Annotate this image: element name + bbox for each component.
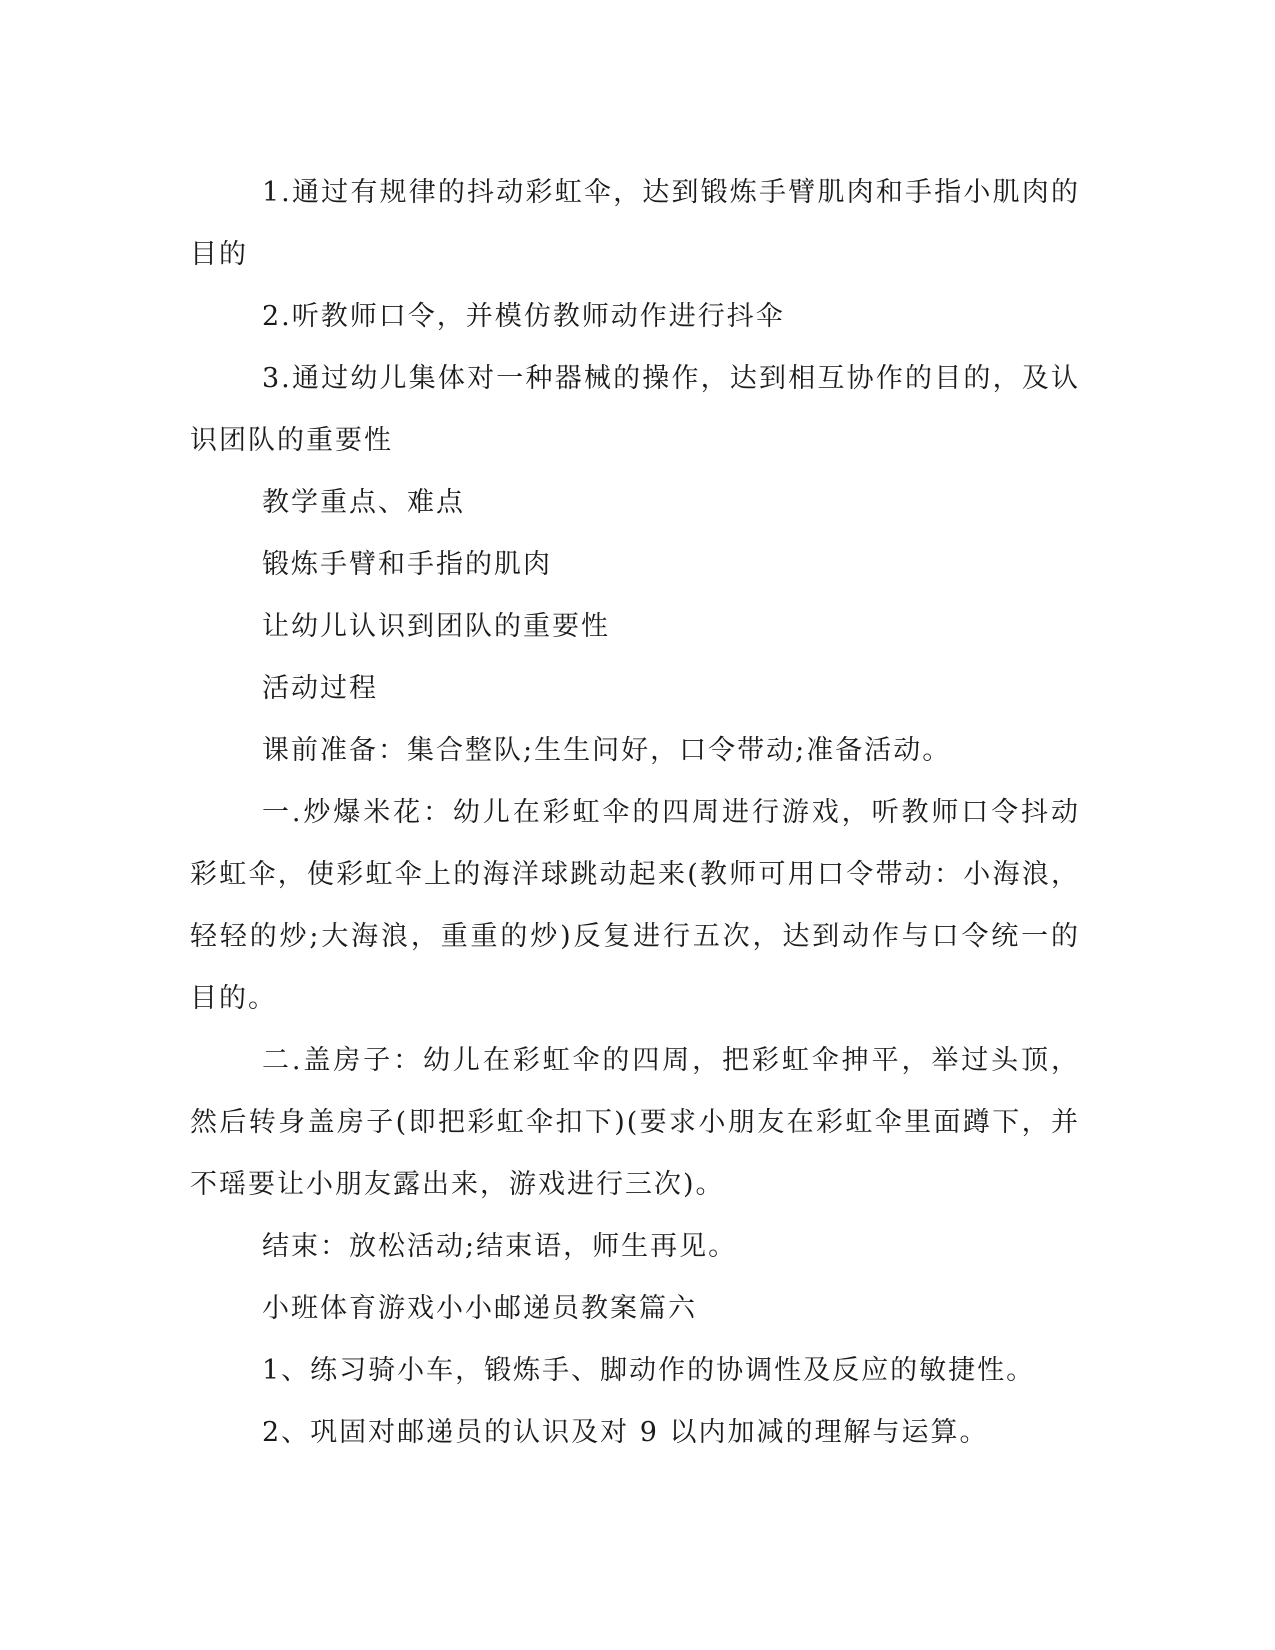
paragraph-step-house: 二.盖房子：幼儿在彩虹伞的四周，把彩虹伞抻平，举过头顶，然后转身盖房子(即把彩虹伞扣下)(要求小朋友在彩虹伞里面蹲下，并不瑶要让小朋友露出来，游戏进行三次)。 xyxy=(190,1045,1080,1200)
heading-lesson-six: 小班体育游戏小小邮递员教案篇六 xyxy=(262,1293,697,1324)
paragraph-objective-3: 3.通过幼儿集体对一种器械的操作，达到相互协作的目的，及认识团队的重要性 xyxy=(190,363,1080,456)
paragraph-preparation: 课前准备：集合整队;生生问好，口令带动;准备活动。 xyxy=(262,735,952,766)
paragraph-objective-2: 2.听教师口令，并模仿教师动作进行抖伞 xyxy=(262,301,785,332)
paragraph-key-point-1: 锻炼手臂和手指的肌肉 xyxy=(262,549,552,580)
paragraph-key-point-2: 让幼儿认识到团队的重要性 xyxy=(262,611,610,642)
paragraph-ending: 结束：放松活动;结束语，师生再见。 xyxy=(262,1231,738,1262)
paragraph-goal-1: 1、练习骑小车，锻炼手、脚动作的协调性及反应的敏捷性。 xyxy=(262,1355,1036,1386)
heading-key-points: 教学重点、难点 xyxy=(262,487,465,518)
paragraph-step-popcorn: 一.炒爆米花：幼儿在彩虹伞的四周进行游戏，听教师口令抖动彩虹伞，使彩虹伞上的海洋球跳动起来(教师可用口令带动：小海浪，轻轻的炒;大海浪，重重的炒)反复进行五次，达到动作与口令统一的目的。 xyxy=(190,797,1080,1014)
document-body xyxy=(190,162,1080,1464)
paragraph-goal-2: 2、巩固对邮递员的认识及对 9 以内加减的理解与运算。 xyxy=(262,1417,989,1448)
heading-activity-process: 活动过程 xyxy=(262,673,378,704)
paragraph-objective-1: 1.通过有规律的抖动彩虹伞，达到锻炼手臂肌肉和手指小肌肉的目的 xyxy=(190,177,1080,270)
